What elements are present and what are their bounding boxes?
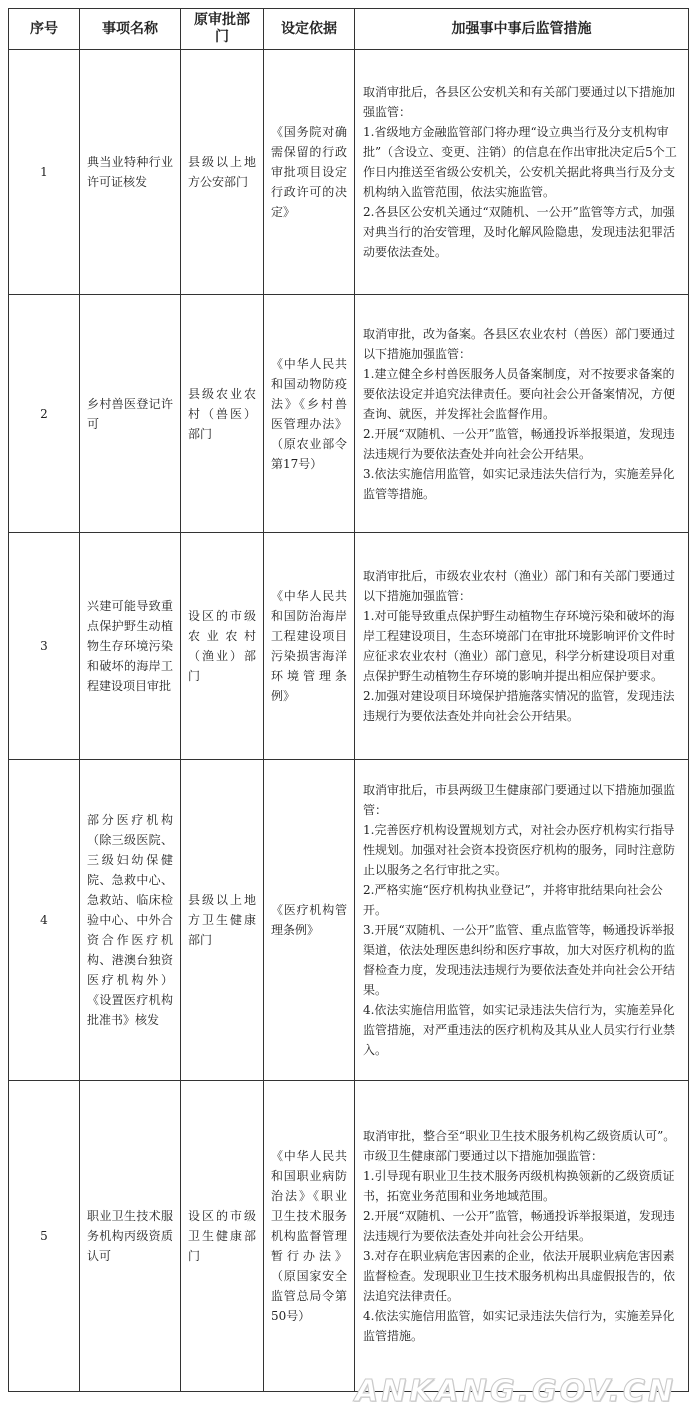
measure-paragraph: 1.引导现有职业卫生技术服务丙级机构换领新的乙级资质证书，拓宽业务范围和业务地域范围。 <box>363 1169 675 1203</box>
measure-paragraph: 2.严格实施“医疗机构执业登记”，并将审批结果向社会公开。 <box>363 883 663 917</box>
table-row <box>9 533 689 760</box>
row-department: 县级以上地方卫生健康部门 <box>181 760 264 1081</box>
measure-paragraph: 3.开展“双随机、一公开”监管、重点监管等，畅通投诉举报渠道，依法处理医患纠纷和医疗事故，加大对医疗机构的监督检查力度，发现违法违规行为要依法查处并向社会公开结果。 <box>363 923 676 997</box>
header-no: 序号 <box>9 9 80 50</box>
header-dept: 原审批部门 <box>181 9 264 50</box>
measure-paragraph: 1.建立健全乡村兽医服务人员备案制度，对不按要求备案的要依法设定并追究法律责任。要向社会公开备案情况，方便查询、就医，并发挥社会监督作用。 <box>363 366 676 421</box>
row-no: 5 <box>9 1081 80 1392</box>
row-measures <box>355 50 689 295</box>
row-measures <box>355 760 689 1081</box>
row-legal-basis: 《中华人民共和国动物防疫法》《乡村兽医管理办法》（原农业部令第17号） <box>264 295 355 533</box>
row-measures <box>355 1081 689 1392</box>
row-no: 4 <box>9 760 80 1081</box>
row-item-name: 部分医疗机构（除三级医院、三级妇幼保健院、急救中心、急救站、临床检验中心、中外合资合作医疗机构、港澳台独资医疗机构外）《设置医疗机构批准书》核发 <box>80 760 181 1081</box>
table-row <box>9 1081 689 1392</box>
row-item-name: 职业卫生技术服务机构丙级资质认可 <box>80 1081 181 1392</box>
measure-paragraph: 3.对存在职业病危害因素的企业，依法开展职业病危害因素监督检查。发现职业卫生技术服务机构出具虚假报告的，依法追究法律责任。 <box>363 1249 676 1303</box>
row-department: 设区的市级农业农村（渔业）部门 <box>181 533 264 760</box>
measure-paragraph: 取消审批后，各县区公安机关和有关部门要通过以下措施加强监管： <box>363 85 676 119</box>
row-department: 县级以上地方公安部门 <box>181 50 264 295</box>
measure-paragraph: 1.完善医疗机构设置规划方式，对社会办医疗机构实行指导性规划。加强对社会资本投资医疗机构的服务，同时注意防止以服务之名行审批之实。 <box>363 823 676 877</box>
site-watermark: ANKANG.GOV.CN <box>354 1374 676 1409</box>
measure-paragraph: 2.加强对建设项目环境保护措施落实情况的监管，发现违法违规行为要依法查处并向社会公开结果。 <box>363 689 675 723</box>
row-no: 3 <box>9 533 80 760</box>
measure-paragraph: 2.开展“双随机、一公开”监管，畅通投诉举报渠道，发现违法违规行为要依法查处并向社会公开结果。 <box>363 1209 675 1243</box>
measure-paragraph: 取消审批后，市县两级卫生健康部门要通过以下措施加强监管： <box>363 783 676 817</box>
measure-paragraph: 4.依法实施信用监管，如实记录违法失信行为，实施差异化监管措施，对严重违法的医疗机构及其从业人员实行行业禁入。 <box>363 1003 676 1057</box>
table-row <box>9 295 689 533</box>
row-no: 1 <box>9 50 80 295</box>
row-item-name: 乡村兽医登记许可 <box>80 295 181 533</box>
header-basis: 设定依据 <box>264 9 355 50</box>
row-department: 县级农业农村（兽医）部门 <box>181 295 264 533</box>
header-measures: 加强事中事后监管措施 <box>355 9 689 50</box>
header-row <box>9 9 689 50</box>
measures-table <box>8 8 689 1392</box>
row-item-name: 兴建可能导致重点保护野生动植物生存环境污染和破坏的海岸工程建设项目审批 <box>80 533 181 760</box>
table-row <box>9 50 689 295</box>
measure-paragraph: 2.开展“双随机、一公开”监管，畅通投诉举报渠道，发现违法违规行为要依法查处并向社会公开结果。 <box>363 426 675 461</box>
row-legal-basis: 《医疗机构管理条例》 <box>264 760 355 1081</box>
measure-paragraph: 3.依法实施信用监管，如实记录违法失信行为，实施差异化监管等措施。 <box>363 466 675 501</box>
measure-paragraph: 取消审批，整合至“职业卫生技术服务机构乙级资质认可”。市级卫生健康部门要通过以下措施加强监管： <box>363 1129 676 1163</box>
measure-paragraph: 1.对可能导致重点保护野生动植物生存环境污染和破坏的海岸工程建设项目，生态环境部门在审批环境影响评价文件时应征求农业农村（渔业）部门意见，科学分析建设项目对重点保护野生动植物生存环境的影响并提出相应保护要求。 <box>363 609 676 683</box>
row-legal-basis: 《国务院对确需保留的行政审批项目设定行政许可的决定》 <box>264 50 355 295</box>
row-no: 2 <box>9 295 80 533</box>
row-measures <box>355 295 689 533</box>
header-name: 事项名称 <box>80 9 181 50</box>
measure-paragraph: 取消审批，改为备案。各县区农业农村（兽医）部门要通过以下措施加强监管： <box>363 326 676 361</box>
row-legal-basis: 《中华人民共和国防治海岸工程建设项目污染损害海洋环境管理条例》 <box>264 533 355 760</box>
row-item-name: 典当业特种行业许可证核发 <box>80 50 181 295</box>
measure-paragraph: 1.省级地方金融监管部门将办理“设立典当行及分支机构审批”（含设立、变更、注销）的信息在作出审批决定后5个工作日内推送至省级公安机关，公安机关据此将典当行及分支机构纳入监管范围，依法实施监管。 <box>363 125 677 199</box>
table-row <box>9 760 689 1081</box>
measure-paragraph: 取消审批后，市级农业农村（渔业）部门和有关部门要通过以下措施加强监管： <box>363 569 676 603</box>
row-department: 设区的市级卫生健康部门 <box>181 1081 264 1392</box>
row-measures <box>355 533 689 760</box>
measure-paragraph: 4.依法实施信用监管，如实记录违法失信行为，实施差异化监管措施。 <box>363 1309 675 1343</box>
row-legal-basis: 《中华人民共和国职业病防治法》《职业卫生技术服务机构监督管理暂行办法》（原国家安全监管总局令第50号） <box>264 1081 355 1392</box>
measure-paragraph: 2.各县区公安机关通过“双随机、一公开”监管等方式，加强对典当行的治安管理，及时化解风险隐患，发现违法犯罪活动要依法查处。 <box>363 205 676 259</box>
